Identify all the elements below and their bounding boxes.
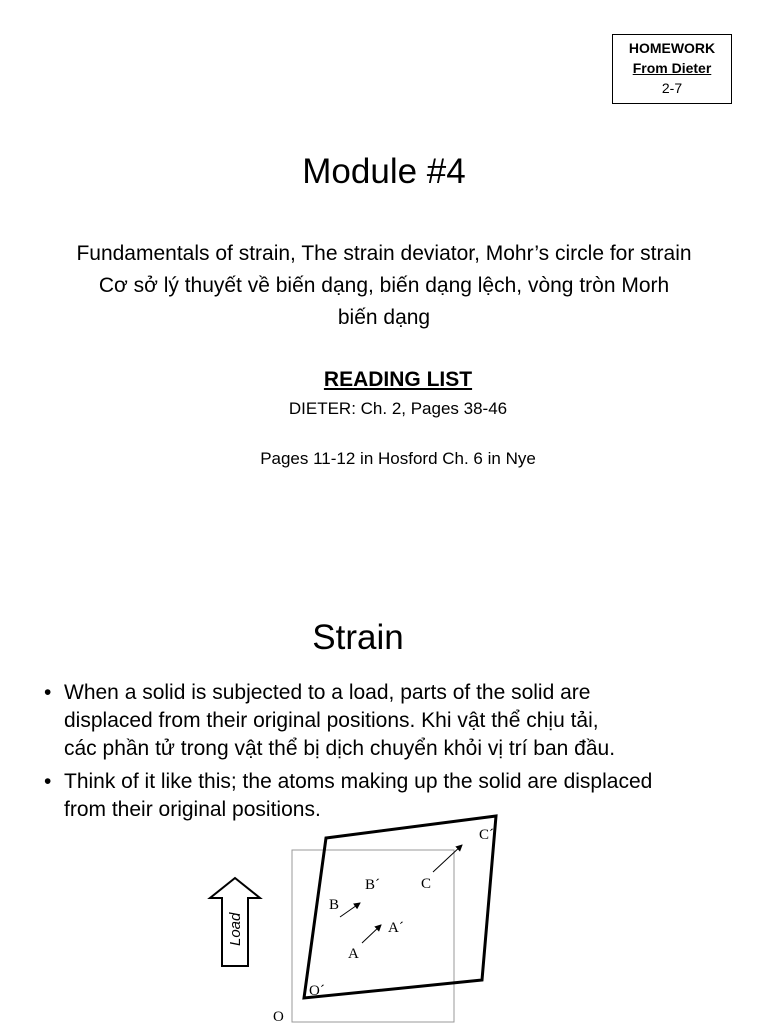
- homework-source: From Dieter: [632, 60, 712, 76]
- point-label-o-prime: O´: [309, 983, 325, 999]
- point-label-o: O: [273, 1009, 284, 1024]
- homework-title: HOMEWORK: [628, 40, 716, 56]
- homework-problems: 2-7: [661, 80, 683, 96]
- bullet-line: When a solid is subjected to a load, parts of the solid are: [64, 681, 591, 704]
- reading-list-line-1: DIETER: Ch. 2, Pages 38-46: [288, 399, 508, 418]
- bullet-dot-icon: •: [44, 681, 52, 704]
- point-label-c: C: [421, 876, 432, 892]
- bullet-line: Think of it like this; the atoms making up the solid are displaced: [64, 770, 653, 793]
- bullet-line: from their original positions.: [64, 798, 321, 821]
- point-label-a: A: [348, 946, 359, 962]
- bullet-item: [44, 679, 744, 763]
- module-title: Module #4: [302, 152, 466, 191]
- bullet-line: các phần tử trong vật thể bị dịch chuyển khỏi vị trí ban đầu.: [64, 737, 616, 760]
- subtitle-line-2: Cơ sở lý thuyết về biến dạng, biến dạng lệch, vòng tròn Morh: [98, 274, 670, 297]
- point-label-b: B: [329, 897, 340, 913]
- strain-title: Strain: [312, 618, 404, 657]
- bullet-list: [44, 679, 744, 829]
- subtitle-line-1: Fundamentals of strain, The strain deviator, Mohr’s circle for strain: [76, 242, 692, 265]
- displacement-arrow-b: [340, 903, 360, 917]
- point-label-c-prime: C´: [479, 827, 494, 843]
- subtitle: [40, 238, 728, 334]
- point-label-b-prime: B´: [365, 877, 380, 893]
- displacement-arrow-a: [362, 925, 381, 943]
- bullet-line: displaced from their original positions. Khi vật thể chịu tải,: [64, 709, 599, 732]
- bullet-dot-icon: •: [44, 770, 52, 793]
- load-label: Load: [227, 912, 244, 946]
- displacement-arrow-c: [433, 845, 462, 872]
- point-label-a-prime: A´: [388, 920, 404, 936]
- homework-box: [612, 34, 732, 104]
- strain-diagram: [200, 810, 500, 1024]
- reading-list-heading: READING LIST: [323, 368, 473, 391]
- subtitle-line-3: biến dạng: [337, 306, 431, 329]
- reading-list-line-2: Pages 11-12 in Hosford Ch. 6 in Nye: [260, 449, 536, 468]
